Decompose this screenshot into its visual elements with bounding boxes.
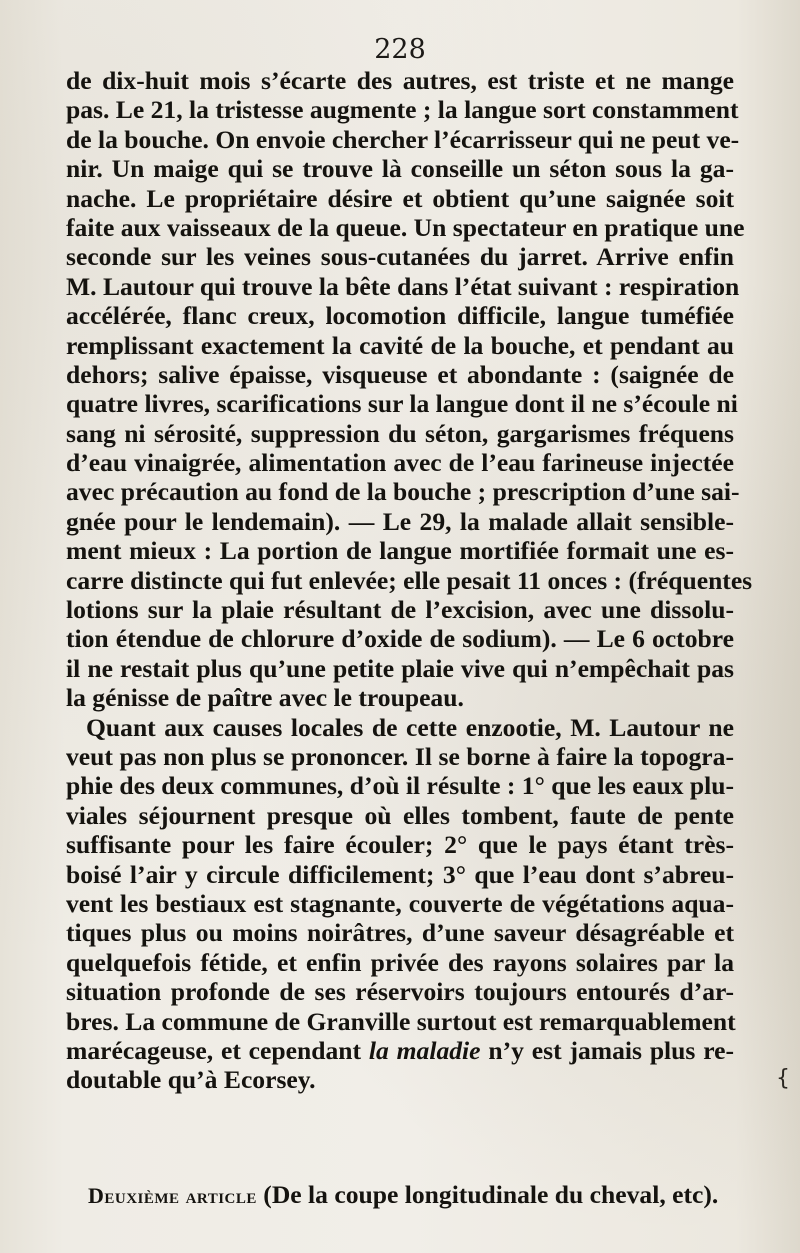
text-line: Quant aux causes locales de cette enzootie, M. Lautour ne	[86, 712, 734, 742]
text-line: ment mieux : La portion de langue mortifiée formait une es-	[66, 536, 734, 566]
text-line: de dix-huit mois s’écarte des autres, est triste et ne mange	[66, 66, 734, 95]
text-line: tion étendue de chlorure d’oxide de sodium). — Le 6 octobre	[66, 624, 734, 654]
text-line: boisé l’air y circule difficilement; 3° que l’eau dont s’abreu-	[66, 859, 734, 889]
text-line: d’eau vinaigrée, alimentation avec de l’eau farineuse injectée	[66, 448, 734, 478]
text-line: sang ni sérosité, suppression du séton, gargarismes fréquens	[66, 418, 734, 448]
text-line: quelquefois fétide, et enfin privée des rayons solaires par la	[66, 947, 734, 977]
text-line: pas. Le 21, la tristesse augmente ; la langue sort constamment	[66, 95, 739, 125]
article-label: Deuxième article	[88, 1183, 257, 1208]
text-line-with-italic	[66, 1036, 734, 1065]
text-line: phie des deux communes, d’où il résulte : 1° que les eaux plu-	[66, 771, 734, 801]
margin-mark: {	[776, 1066, 790, 1091]
paragraph-1	[66, 66, 753, 713]
text-line: tiques plus ou moins noirâtres, d’une saveur désagréable et	[66, 918, 734, 948]
text-line: viales séjournent presque où elles tombent, faute de pente	[66, 800, 734, 830]
next-article-heading	[88, 1180, 728, 1210]
text-line: M. Lautour qui trouve la bête dans l’état suivant : respiration	[66, 271, 740, 301]
article-title: (De la coupe longitudinale du cheval, etc).	[263, 1180, 719, 1209]
text-line: doutable qu’à Ecorsey.	[66, 1065, 316, 1095]
italic-term: la maladie	[368, 1035, 481, 1065]
text-line: quatre livres, scarifications sur la langue dont il ne s’écoule ni	[66, 389, 738, 419]
text-fragment: n’y est jamais plus re-	[480, 1035, 734, 1065]
text-line: carre distincte qui fut enlevée; elle pesait 11 onces : (fréquentes	[66, 565, 753, 595]
text-line: avec précaution au fond de la bouche ; prescription d’une sai-	[66, 477, 740, 507]
text-fragment: marécageuse, et cependant	[66, 1035, 369, 1065]
text-line: nache. Le propriétaire désire et obtient qu’une saignée soit	[66, 183, 734, 213]
text-line: bres. La commune de Granville surtout est remarquablement	[66, 1006, 736, 1036]
text-line: lotions sur la plaie résultant de l’excision, avec une dissolu-	[66, 595, 734, 625]
text-line: de la bouche. On envoie chercher l’écarrisseur qui ne peut ve-	[66, 124, 740, 154]
text-line: il ne restait plus qu’une petite plaie vive qui n’empêchait pas	[66, 653, 734, 683]
text-line: situation profonde de ses réservoirs toujours entourés d’ar-	[66, 977, 734, 1007]
text-line: vent les bestiaux est stagnante, couverte de végétations aqua-	[66, 888, 734, 918]
page-number: 228	[374, 34, 426, 65]
text-line: suffisante pour les faire écouler; 2° que le pays étant très-	[66, 830, 734, 860]
text-line: gnée pour le lendemain). — Le 29, la malade allait sensible-	[66, 506, 734, 536]
text-line: remplissant exactement la cavité de la bouche, et pendant au	[66, 330, 734, 360]
text-line: seconde sur les veines sous-cutanées du jarret. Arrive enfin	[66, 242, 734, 272]
body-text	[66, 66, 753, 1095]
paragraph-2	[66, 713, 734, 1095]
text-line: accélérée, flanc creux, locomotion difficile, langue tuméfiée	[66, 301, 734, 331]
text-line: la génisse de paître avec le troupeau.	[66, 683, 464, 713]
text-line: veut pas non plus se prononcer. Il se borne à faire la topogra-	[66, 741, 734, 771]
text-line: nir. Un maige qui se trouve là conseille un séton sous la ga-	[66, 154, 734, 184]
text-line: dehors; salive épaisse, visqueuse et abondante : (saignée de	[66, 359, 734, 389]
text-line: faite aux vaisseaux de la queue. Un spectateur en pratique une	[66, 212, 745, 242]
